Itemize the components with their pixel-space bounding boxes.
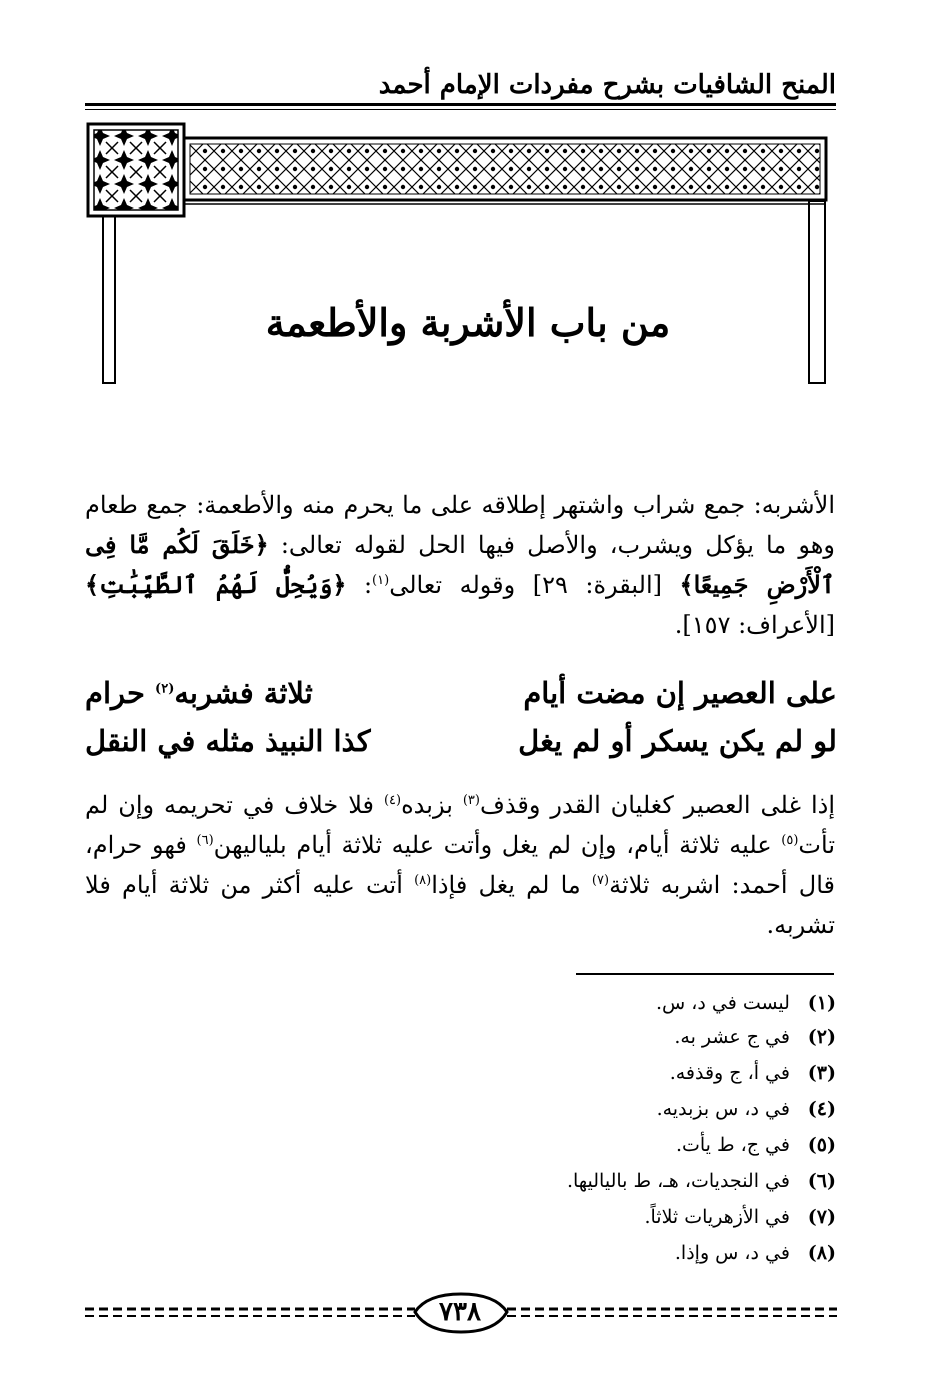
footnote-text: في أ، ج وقذفه. xyxy=(669,1062,790,1084)
footnote-number: (٧) xyxy=(807,1206,836,1228)
poem-hemistich-first: على العصير إن مضت أيام xyxy=(523,676,837,710)
explanation-paragraph xyxy=(85,785,835,945)
poem-line xyxy=(85,676,837,720)
frame-leg-left xyxy=(102,216,116,384)
chapter-title: من باب الأشربة والأطعمة xyxy=(265,300,671,345)
footnote-item xyxy=(236,1098,836,1132)
footnote-text: في ج، ط يأت. xyxy=(675,1134,790,1156)
explain-text: بزبده xyxy=(401,791,463,819)
footnote-number: (٣) xyxy=(807,1062,836,1084)
footnote-text: في د، س بزبديه. xyxy=(656,1098,790,1120)
footnote-ref-4: (٤) xyxy=(383,793,402,808)
footnote-item xyxy=(236,1026,836,1060)
footnote-number: (٤) xyxy=(807,1098,836,1120)
poem-hemistich-first: لو لم يكن يسكر أو لم يغل xyxy=(518,724,837,758)
footnote-number: (١) xyxy=(807,992,836,1014)
footnote-item xyxy=(236,1170,836,1204)
header-rule-thick xyxy=(85,103,836,106)
footnote-separator xyxy=(576,973,834,975)
footnote-text: ليست في د، س. xyxy=(655,992,790,1014)
explain-text: فهو حرام، قال أحمد: اشربه ثلاثة xyxy=(85,831,835,899)
poem-line xyxy=(85,724,837,768)
footnote-number: (٦) xyxy=(807,1170,836,1192)
intro-paragraph xyxy=(85,485,835,645)
footnote-text: في الأزهريات ثلاثاً. xyxy=(644,1206,790,1228)
intro-text-1: الأشربه: جمع شراب واشتهر إطلاقه على ما يحرم منه والأطعمة: جمع طعام وهو ما يؤكل ويشرب، والأصل فيها الحل لقوله تعالى: xyxy=(85,491,836,559)
explain-text: عليه ثلاثة أيام، وإن لم يغل وأتت عليه ثلاثة أيام بلياليهن xyxy=(213,831,782,859)
ornamental-frame xyxy=(88,124,826,216)
quran-verse-2: ﴿وَيُحِلُّ لَهُمُ ٱلطَّيِّبَٰتِ﴾ xyxy=(85,570,347,599)
footnote-number: (٨) xyxy=(807,1242,836,1264)
poem-hemistich-second xyxy=(85,724,371,758)
footnote-item xyxy=(236,1242,836,1276)
page-number: ٧٣٨ xyxy=(439,1297,481,1327)
footnote-text: في د، س وإذا. xyxy=(674,1242,790,1264)
poem-text: كذا النبيذ مثله في النقل xyxy=(85,724,371,758)
footnote-ref-8: (٨) xyxy=(414,873,432,888)
footnote-ref-5: (٥) xyxy=(781,833,799,848)
intro-ref-2: [الأعراف: ١٥٧]. xyxy=(674,611,835,639)
poem-hemistich-second xyxy=(85,676,313,710)
footnote-item xyxy=(236,1134,836,1168)
footnote-ref-3: (٣) xyxy=(462,793,480,808)
footnote-ref-6: (٦) xyxy=(196,833,214,848)
explain-text: فلا خلاف في تحريمه وإن لم تأت xyxy=(85,791,836,859)
footnote-item xyxy=(236,1206,836,1240)
poem-text: حرام xyxy=(85,676,156,710)
footnote-item xyxy=(236,1062,836,1096)
footnote-ref-2: (٢) xyxy=(155,681,175,697)
explain-text: أتت عليه أكثر من ثلاثة أيام فلا تشربه. xyxy=(85,871,835,939)
intro-ref-1: [البقرة: ٢٩] وقوله تعالى xyxy=(389,571,680,599)
intro-text-2: : xyxy=(346,571,373,599)
footnote-number: (٢) xyxy=(807,1026,836,1048)
explain-text: إذا غلى العصير كغليان القدر وقذف xyxy=(479,791,836,819)
quran-verse-1: ﴿خَلَقَ لَكُم مَّا فِى ٱلْأَرْضِ جَمِيعًا﴾ xyxy=(85,530,835,599)
header-rule-thin xyxy=(85,109,836,110)
footnote-text: في النجديات، هـ، ط بالياليها. xyxy=(566,1170,790,1192)
footnote-item xyxy=(236,992,836,1026)
footnote-ref-7: (٧) xyxy=(591,873,610,888)
running-head: المنح الشافيات بشرح مفردات الإمام أحمد xyxy=(378,70,836,100)
explain-text: ما لم يغل فإذا xyxy=(431,871,592,899)
footnote-ref-1: (١) xyxy=(372,573,390,588)
poem-text: ثلاثة فشربه xyxy=(174,676,313,710)
footnote-number: (٥) xyxy=(807,1134,836,1156)
frame-leg-right xyxy=(808,200,826,384)
footnote-text: في ج عشر به. xyxy=(674,1026,790,1048)
